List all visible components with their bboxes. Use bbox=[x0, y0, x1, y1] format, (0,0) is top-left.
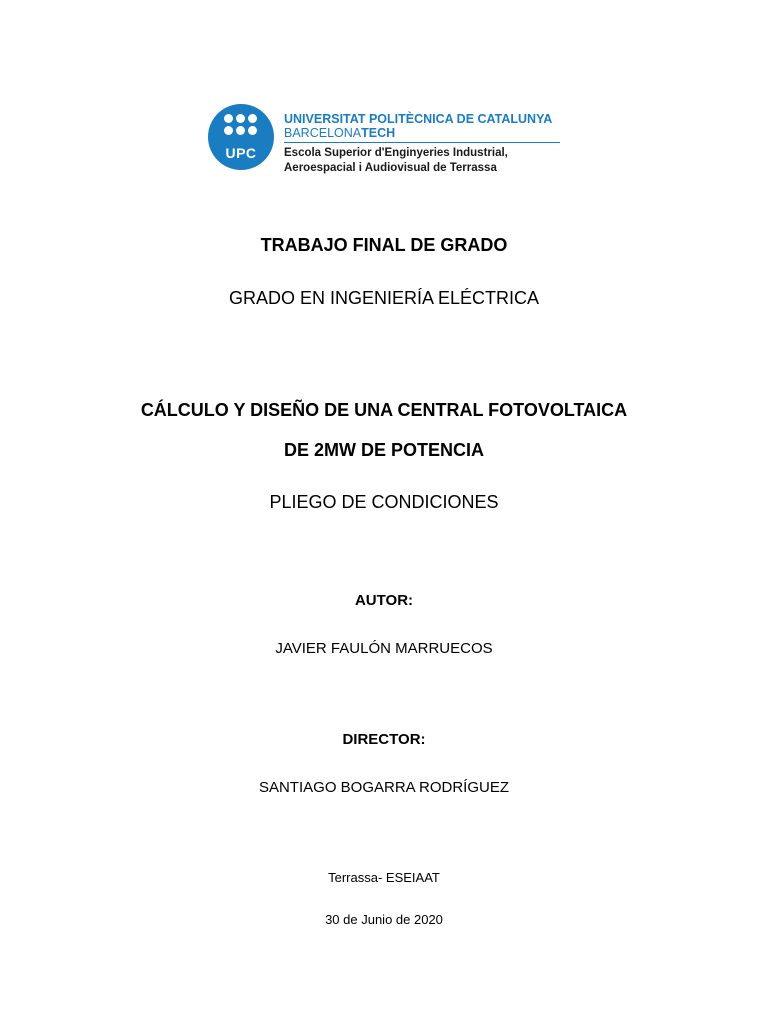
director-name: SANTIAGO BOGARRA RODRÍGUEZ bbox=[258, 779, 510, 796]
emblem-text: UPC bbox=[225, 145, 257, 161]
logo-divider bbox=[284, 142, 560, 143]
barcelonatech-label: BARCELONATECH bbox=[284, 126, 396, 140]
school-name-line2: Aeroespacial i Audiovisual de Terrassa bbox=[284, 162, 497, 174]
school-name-line1: Escola Superior d'Enginyeries Industrial, bbox=[284, 147, 508, 159]
upc-emblem-icon bbox=[208, 104, 274, 170]
title-line-1: CÁLCULO Y DISEÑO DE UNA CENTRAL FOTOVOLTAICA bbox=[140, 400, 628, 420]
date: 30 de Junio de 2020 bbox=[325, 912, 443, 927]
university-logo bbox=[208, 104, 568, 174]
document-type: TRABAJO FINAL DE GRADO bbox=[260, 235, 508, 255]
author-name: JAVIER FAULÓN MARRUECOS bbox=[275, 640, 493, 657]
university-name: UNIVERSITAT POLITÈCNICA DE CATALUNYA bbox=[284, 112, 553, 126]
section-title: PLIEGO DE CONDICIONES bbox=[269, 492, 499, 512]
title-line-2: DE 2MW DE POTENCIA bbox=[283, 440, 484, 460]
author-label: AUTOR: bbox=[354, 592, 414, 609]
director-label: DIRECTOR: bbox=[342, 731, 426, 748]
location: Terrassa- ESEIAAT bbox=[328, 870, 440, 885]
degree-name: GRADO EN INGENIERÍA ELÉCTRICA bbox=[228, 288, 540, 308]
logo-text-block bbox=[284, 112, 574, 176]
